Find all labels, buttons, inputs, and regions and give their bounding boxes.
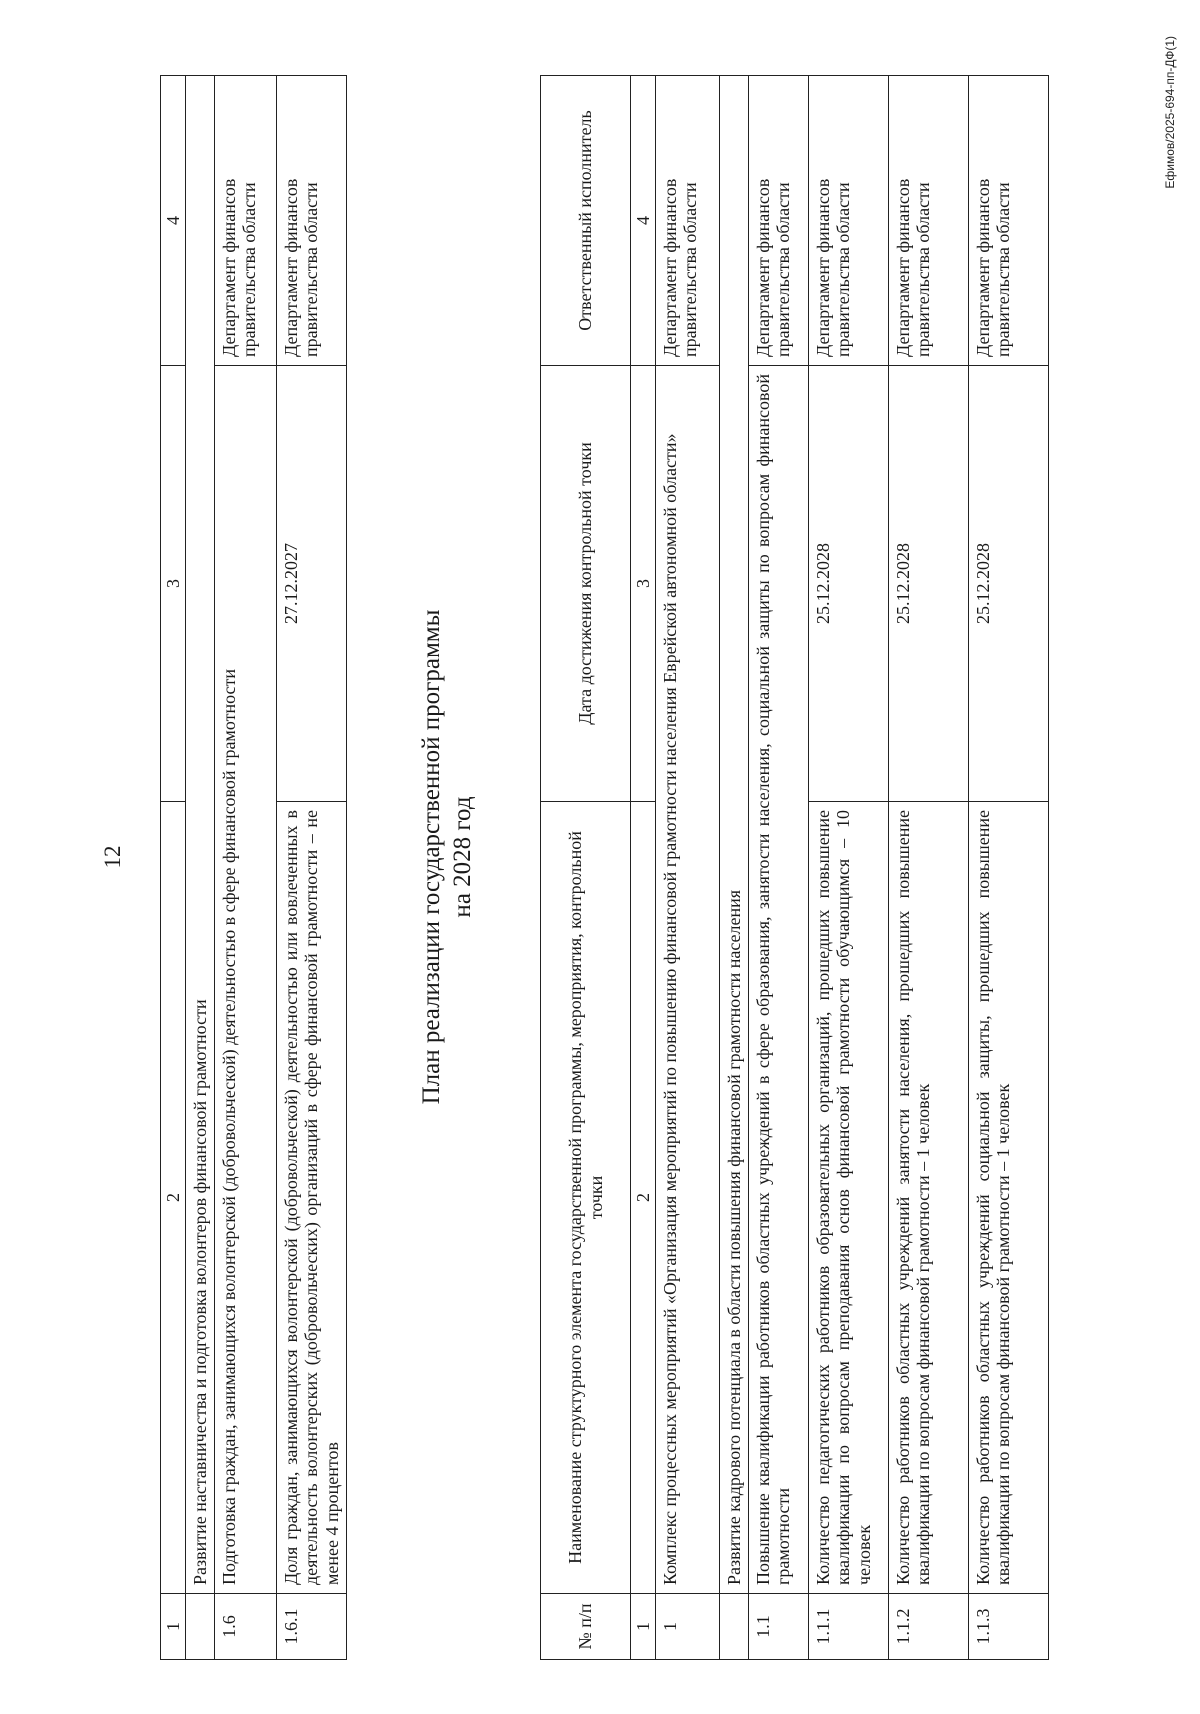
col-number-1: 1 bbox=[631, 1594, 656, 1660]
header-num: № п/п bbox=[541, 1594, 631, 1660]
plan-heading bbox=[416, 0, 479, 1714]
row-number: 1.6 bbox=[215, 1594, 277, 1660]
row-number: 1.1.3 bbox=[969, 1594, 1049, 1660]
table-row bbox=[749, 76, 809, 1660]
col-number-1: 1 bbox=[161, 1594, 186, 1660]
section-title: Развитие кадрового потенциала в области повышения финансовой грамотности населения bbox=[720, 76, 749, 1594]
col-number-4: 4 bbox=[631, 76, 656, 366]
row-number: 1.6.1 bbox=[277, 1594, 346, 1660]
table-row bbox=[215, 76, 277, 1660]
row-executor: Департамент финансов правительства области bbox=[215, 76, 277, 366]
row-number: 1 bbox=[656, 1594, 720, 1660]
row-date: 25.12.2028 bbox=[809, 366, 889, 802]
plan-heading-line2: на 2028 год bbox=[449, 796, 477, 918]
row-executor: Департамент финансов правительства области bbox=[749, 76, 809, 366]
table-row bbox=[161, 76, 186, 1660]
col-number-2: 2 bbox=[161, 802, 186, 1594]
row-date: 27.12.2027 bbox=[277, 366, 346, 802]
row-executor: Департамент финансов правительства области bbox=[656, 76, 720, 366]
table-row bbox=[631, 76, 656, 1660]
table-header-row bbox=[541, 76, 631, 1660]
row-date: 25.12.2028 bbox=[889, 366, 969, 802]
row-number: 1.1 bbox=[749, 1594, 809, 1660]
row-executor: Департамент финансов правительства области bbox=[969, 76, 1049, 366]
row-date: 25.12.2028 bbox=[969, 366, 1049, 802]
row-number: 1.1.1 bbox=[809, 1594, 889, 1660]
row-name: Количество работников областных учреждений социальной защиты, прошедших повышение квалификации по вопросам финансовой грамотности – 1 человек bbox=[969, 802, 1049, 1594]
header-name: Наименование структурного элемента государственной программы, мероприятия, контрольной точки bbox=[541, 802, 631, 1594]
row-name: Доля граждан, занимающихся волонтерской (добровольческой) деятельностью или вовлеченных в деятельность волонтерских (добровольческих) организаций в сфере финансовой грамотности – не менее 4 процентов bbox=[277, 802, 346, 1594]
row-executor: Департамент финансов правительства области bbox=[889, 76, 969, 366]
plan-heading-line1: План реализации государственной программы bbox=[418, 609, 445, 1105]
row-name: Комплекс процессных мероприятий «Организация мероприятий по повышению финансовой грамотности населения Еврейской автономной области» bbox=[656, 366, 720, 1594]
row-number: 1.1.2 bbox=[889, 1594, 969, 1660]
table-row bbox=[889, 76, 969, 1660]
plan-table bbox=[540, 75, 1049, 1660]
col-number-2: 2 bbox=[631, 802, 656, 1594]
row-name: Повышение квалификации работников областных учреждений в сфере образования, занятости населения, социальной защиты по вопросам финансовой грамотности bbox=[749, 366, 809, 1594]
table-row bbox=[186, 76, 215, 1660]
header-executor: Ответственный исполнитель bbox=[541, 76, 631, 366]
table-row bbox=[720, 76, 749, 1660]
row-executor: Департамент финансов правительства области bbox=[809, 76, 889, 366]
col-number-3: 3 bbox=[161, 366, 186, 802]
header-date: Дата достижения контрольной точки bbox=[541, 366, 631, 802]
row-name: Подготовка граждан, занимающихся волонтерской (добровольческой) деятельностью в сфере финансовой грамотности bbox=[215, 366, 277, 1594]
table-row bbox=[809, 76, 889, 1660]
page-number: 12 bbox=[100, 845, 125, 869]
footer-code: Ефимов/2025-694-пп-ДФ(1) bbox=[1163, 36, 1177, 189]
row-name: Количество работников областных учреждений занятости населения, прошедших повышение квалификации по вопросам финансовой грамотности – 1 человек bbox=[889, 802, 969, 1594]
row-executor: Департамент финансов правительства области bbox=[277, 76, 346, 366]
col-number-4: 4 bbox=[161, 76, 186, 366]
section-title: Развитие наставничества и подготовка волонтеров финансовой грамотности bbox=[186, 76, 215, 1594]
table-continuation bbox=[160, 75, 347, 1660]
row-name: Количество педагогических работников образовательных организаций, прошедших повышение квалификации по вопросам преподавания основ финансовой грамотности обучающимся – 10 человек bbox=[809, 802, 889, 1594]
col-number-3: 3 bbox=[631, 366, 656, 802]
table-row bbox=[656, 76, 720, 1660]
table-row bbox=[277, 76, 346, 1660]
table-row bbox=[969, 76, 1049, 1660]
